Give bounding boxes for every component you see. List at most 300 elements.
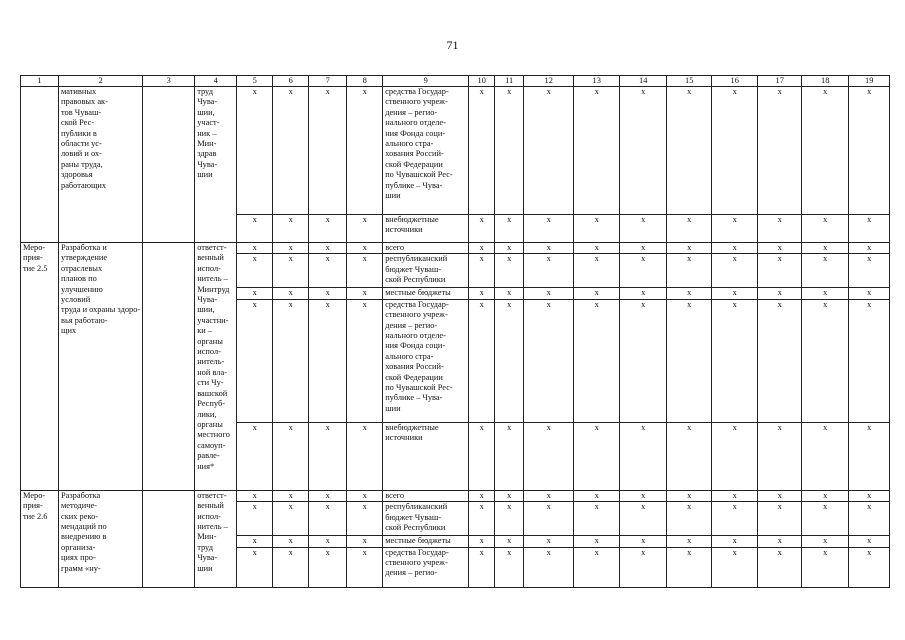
cell-text-line: публике – Чува- xyxy=(385,180,443,190)
cell-text-line: источники xyxy=(385,225,423,235)
cell-text-line: внебюджетные xyxy=(385,422,439,432)
cell-text-line: труд xyxy=(197,87,213,96)
mark-cell-col-17: x xyxy=(758,299,802,422)
mark-cell-col-15: x xyxy=(667,422,712,490)
column-number-11: 11 xyxy=(495,76,524,87)
mark-cell-col-13: x xyxy=(574,536,620,547)
cell-text-line: тие 2.6 xyxy=(23,511,48,521)
cell-text-line: утверждение xyxy=(61,253,108,263)
cell-text-line: испол- xyxy=(197,263,221,273)
mark-cell-col-10: x xyxy=(469,502,495,536)
cell-text-line: прия- xyxy=(23,501,43,511)
mark-cell-col-17: x xyxy=(758,254,802,288)
mark-cell-col-6: x xyxy=(273,254,309,288)
mark-cell-col-16: x xyxy=(712,215,758,243)
mark-cell-col-16: x xyxy=(712,490,758,501)
cell-text-line: грамм «ну- xyxy=(61,563,101,573)
mark-cell-col-8: x xyxy=(347,254,383,288)
mark-cell-col-18: x xyxy=(802,502,849,536)
mark-cell-col-17: x xyxy=(758,422,802,490)
cell-text-line: области ус- xyxy=(61,139,102,149)
cell-text-line: правовых ак- xyxy=(61,97,108,107)
cell-text-line: по Чувашской Рес- xyxy=(385,170,453,180)
column-number-3: 3 xyxy=(143,76,195,87)
mark-cell-col-17: x xyxy=(758,87,802,215)
cell-text-line: испол- xyxy=(197,511,221,521)
cell-text-line: дения – регио- xyxy=(385,568,438,578)
mark-cell-col-10: x xyxy=(469,87,495,215)
mark-cell-col-10: x xyxy=(469,288,495,299)
cell-text-line: Минтруд xyxy=(197,284,230,294)
mark-cell-col-5: x xyxy=(237,490,273,501)
mark-cell-col-6: x xyxy=(273,502,309,536)
cell-text-line: шии xyxy=(197,563,213,573)
mark-cell-col-8: x xyxy=(347,502,383,536)
mark-cell-col-14: x xyxy=(620,243,667,254)
cell-text-line: Чува- xyxy=(197,295,218,305)
mark-cell-col-19: x xyxy=(849,254,890,288)
cell-text-line: шии xyxy=(197,170,213,180)
cell-text-line: ального стра- xyxy=(385,139,434,149)
mark-cell-col-15: x xyxy=(667,215,712,243)
activity-name-cell xyxy=(59,243,143,491)
mark-cell-col-19: x xyxy=(849,243,890,254)
mark-cell-col-19: x xyxy=(849,299,890,422)
page-number: 71 xyxy=(446,38,459,52)
column-number-10: 10 xyxy=(469,76,495,87)
mark-cell-col-14: x xyxy=(620,536,667,547)
cell-text-line: Меро- xyxy=(23,243,46,252)
cell-text-line: Мин- xyxy=(197,139,217,149)
cell-text-line: вья работаю- xyxy=(61,315,108,325)
cell-text-line: тие 2.5 xyxy=(23,263,48,273)
mark-cell-col-14: x xyxy=(620,87,667,215)
mark-cell-col-13: x xyxy=(574,215,620,243)
cell-text-line: нитель- xyxy=(197,357,225,367)
mark-cell-col-19: x xyxy=(849,215,890,243)
mark-cell-col-19: x xyxy=(849,87,890,215)
cell-text-line: органы xyxy=(197,419,223,429)
column-number-18: 18 xyxy=(802,76,849,87)
cell-text-line: мендаций по xyxy=(61,522,107,532)
mark-cell-col-7: x xyxy=(309,215,347,243)
mark-cell-col-7: x xyxy=(309,299,347,422)
mark-cell-col-18: x xyxy=(802,288,849,299)
cell-text-line: внедрению в xyxy=(61,532,107,542)
cell-text-line: Респуб- xyxy=(197,399,226,409)
cell-text-line: Чува- xyxy=(197,553,218,563)
cell-text-line: шии xyxy=(385,403,401,413)
cell-text-line: хования Россий- xyxy=(385,149,444,159)
table-row xyxy=(21,87,890,215)
mark-cell-col-5: x xyxy=(237,299,273,422)
cell-text-line: тов Чуваш- xyxy=(61,107,102,117)
mark-cell-col-12: x xyxy=(524,547,574,587)
funding-source-cell xyxy=(383,547,469,587)
funding-source-cell xyxy=(383,215,469,243)
empty-cell xyxy=(143,243,195,491)
mark-cell-col-10: x xyxy=(469,215,495,243)
activity-number-cell xyxy=(21,87,59,243)
cell-text-line: ответст- xyxy=(197,243,227,252)
mark-cell-col-11: x xyxy=(495,502,524,536)
mark-cell-col-6: x xyxy=(273,299,309,422)
mark-cell-col-14: x xyxy=(620,422,667,490)
mark-cell-col-18: x xyxy=(802,490,849,501)
mark-cell-col-15: x xyxy=(667,254,712,288)
cell-text-line: ния* xyxy=(197,461,215,471)
mark-cell-col-11: x xyxy=(495,288,524,299)
mark-cell-col-16: x xyxy=(712,536,758,547)
mark-cell-col-14: x xyxy=(620,299,667,422)
mark-cell-col-5: x xyxy=(237,87,273,215)
activity-number-cell xyxy=(21,243,59,491)
mark-cell-col-12: x xyxy=(524,422,574,490)
mark-cell-col-6: x xyxy=(273,422,309,490)
cell-text-line: средства Государ- xyxy=(385,547,449,557)
funding-source-cell xyxy=(383,502,469,536)
cell-text-line: ния Фонда соци- xyxy=(385,341,446,351)
activity-number-cell xyxy=(21,490,59,587)
funding-source-cell xyxy=(383,288,469,299)
cell-text-line: циях про- xyxy=(61,553,96,563)
mark-cell-col-6: x xyxy=(273,536,309,547)
responsible-executor-cell xyxy=(195,87,237,243)
cell-text-line: здоровья xyxy=(61,170,93,180)
mark-cell-col-5: x xyxy=(237,288,273,299)
cell-text-line: по Чувашской Рес- xyxy=(385,383,453,393)
mark-cell-col-16: x xyxy=(712,422,758,490)
table-row xyxy=(21,490,890,501)
cell-text-line: ственного учреж- xyxy=(385,558,448,568)
cell-text-line: ственного учреж- xyxy=(385,97,448,107)
cell-text-line: республиканский xyxy=(385,254,448,264)
mark-cell-col-15: x xyxy=(667,87,712,215)
cell-text-line: условий xyxy=(61,295,91,305)
mark-cell-col-6: x xyxy=(273,288,309,299)
mark-cell-col-16: x xyxy=(712,288,758,299)
column-number-9: 9 xyxy=(383,76,469,87)
cell-text-line: труда и охраны здоро- xyxy=(61,305,141,315)
responsible-executor-cell xyxy=(195,490,237,587)
cell-text-line: самоуп- xyxy=(197,440,226,450)
column-number-2: 2 xyxy=(59,76,143,87)
mark-cell-col-17: x xyxy=(758,243,802,254)
mark-cell-col-15: x xyxy=(667,243,712,254)
mark-cell-col-12: x xyxy=(524,288,574,299)
cell-text-line: мативных xyxy=(61,87,97,96)
mark-cell-col-11: x xyxy=(495,254,524,288)
mark-cell-col-8: x xyxy=(347,536,383,547)
mark-cell-col-10: x xyxy=(469,422,495,490)
mark-cell-col-13: x xyxy=(574,243,620,254)
mark-cell-col-15: x xyxy=(667,490,712,501)
mark-cell-col-7: x xyxy=(309,288,347,299)
cell-text-line: дения – регио- xyxy=(385,107,438,117)
mark-cell-col-14: x xyxy=(620,288,667,299)
mark-cell-col-13: x xyxy=(574,87,620,215)
mark-cell-col-6: x xyxy=(273,215,309,243)
cell-text-line: вашской xyxy=(197,388,228,398)
column-number-12: 12 xyxy=(524,76,574,87)
mark-cell-col-5: x xyxy=(237,547,273,587)
activity-name-cell xyxy=(59,490,143,587)
cell-text-line: планов по xyxy=(61,274,97,284)
mark-cell-col-18: x xyxy=(802,243,849,254)
funding-source-cell xyxy=(383,254,469,288)
mark-cell-col-14: x xyxy=(620,254,667,288)
cell-text-line: органы xyxy=(197,336,223,346)
mark-cell-col-16: x xyxy=(712,243,758,254)
mark-cell-col-19: x xyxy=(849,502,890,536)
mark-cell-col-15: x xyxy=(667,288,712,299)
cell-text-line: ской Федерации xyxy=(385,372,443,382)
mark-cell-col-17: x xyxy=(758,547,802,587)
mark-cell-col-5: x xyxy=(237,215,273,243)
cell-text-line: ной вла- xyxy=(197,367,227,377)
funding-source-cell xyxy=(383,243,469,254)
cell-text-line: равле- xyxy=(197,451,220,461)
cell-text-line: нального отделе- xyxy=(385,331,446,341)
mark-cell-col-13: x xyxy=(574,490,620,501)
mark-cell-col-8: x xyxy=(347,87,383,215)
mark-cell-col-17: x xyxy=(758,536,802,547)
cell-text-line: улучшению xyxy=(61,284,103,294)
funding-source-cell xyxy=(383,490,469,501)
mark-cell-col-10: x xyxy=(469,547,495,587)
cell-text-line: всего xyxy=(385,490,405,500)
cell-text-line: Чува- xyxy=(197,97,218,107)
mark-cell-col-17: x xyxy=(758,502,802,536)
cell-text-line: испол- xyxy=(197,347,221,357)
mark-cell-col-12: x xyxy=(524,536,574,547)
mark-cell-col-16: x xyxy=(712,254,758,288)
cell-text-line: труд xyxy=(197,542,213,552)
empty-cell xyxy=(143,87,195,243)
table-row xyxy=(21,243,890,254)
mark-cell-col-6: x xyxy=(273,87,309,215)
mark-cell-col-7: x xyxy=(309,243,347,254)
cell-text-line: местные бюджеты xyxy=(385,288,451,298)
mark-cell-col-15: x xyxy=(667,536,712,547)
mark-cell-col-18: x xyxy=(802,215,849,243)
mark-cell-col-13: x xyxy=(574,299,620,422)
mark-cell-col-17: x xyxy=(758,490,802,501)
mark-cell-col-11: x xyxy=(495,422,524,490)
cell-text-line: раны труда, xyxy=(61,159,103,169)
mark-cell-col-7: x xyxy=(309,547,347,587)
mark-cell-col-5: x xyxy=(237,243,273,254)
cell-text-line: участ- xyxy=(197,118,220,128)
mark-cell-col-10: x xyxy=(469,490,495,501)
cell-text-line: щих xyxy=(61,326,77,336)
cell-text-line: средства Государ- xyxy=(385,87,449,96)
cell-text-line: работающих xyxy=(61,180,107,190)
mark-cell-col-13: x xyxy=(574,254,620,288)
cell-text-line: Меро- xyxy=(23,490,46,500)
mark-cell-col-17: x xyxy=(758,288,802,299)
mark-cell-col-5: x xyxy=(237,422,273,490)
mark-cell-col-18: x xyxy=(802,87,849,215)
mark-cell-col-14: x xyxy=(620,502,667,536)
cell-text-line: Чува- xyxy=(197,159,218,169)
mark-cell-col-19: x xyxy=(849,536,890,547)
mark-cell-col-10: x xyxy=(469,243,495,254)
column-number-17: 17 xyxy=(758,76,802,87)
column-number-8: 8 xyxy=(347,76,383,87)
cell-text-line: здрав xyxy=(197,149,217,159)
empty-cell xyxy=(143,490,195,587)
cell-text-line: источники xyxy=(385,433,423,443)
funding-source-cell xyxy=(383,422,469,490)
cell-text-line: шии, xyxy=(197,107,215,117)
mark-cell-col-18: x xyxy=(802,547,849,587)
mark-cell-col-15: x xyxy=(667,299,712,422)
mark-cell-col-13: x xyxy=(574,547,620,587)
mark-cell-col-14: x xyxy=(620,547,667,587)
cell-text-line: бюджет Чуваш- xyxy=(385,264,442,274)
mark-cell-col-13: x xyxy=(574,288,620,299)
cell-text-line: публике – Чува- xyxy=(385,393,443,403)
mark-cell-col-8: x xyxy=(347,243,383,254)
cell-text-line: организа- xyxy=(61,542,96,552)
cell-text-line: лики, xyxy=(197,409,217,419)
cell-text-line: шии xyxy=(385,191,401,201)
mark-cell-col-10: x xyxy=(469,536,495,547)
cell-text-line: нитель – xyxy=(197,522,228,532)
cell-text-line: нального отделе- xyxy=(385,118,446,128)
mark-cell-col-12: x xyxy=(524,243,574,254)
cell-text-line: хования Россий- xyxy=(385,362,444,372)
cell-text-line: средства Государ- xyxy=(385,299,449,309)
column-number-14: 14 xyxy=(620,76,667,87)
mark-cell-col-18: x xyxy=(802,254,849,288)
mark-cell-col-11: x xyxy=(495,215,524,243)
cell-text-line: ки – xyxy=(197,326,213,336)
cell-text-line: внебюджетные xyxy=(385,215,439,224)
mark-cell-col-15: x xyxy=(667,502,712,536)
mark-cell-col-12: x xyxy=(524,502,574,536)
column-number-16: 16 xyxy=(712,76,758,87)
mark-cell-col-8: x xyxy=(347,422,383,490)
cell-text-line: ответст- xyxy=(197,490,227,500)
cell-text-line: шии, xyxy=(197,305,215,315)
cell-text-line: ских реко- xyxy=(61,511,99,521)
mark-cell-col-11: x xyxy=(495,299,524,422)
mark-cell-col-7: x xyxy=(309,490,347,501)
mark-cell-col-11: x xyxy=(495,490,524,501)
activity-name-cell xyxy=(59,87,143,243)
mark-cell-col-7: x xyxy=(309,87,347,215)
header-row xyxy=(21,76,890,87)
cell-text-line: публики в xyxy=(61,128,97,138)
cell-text-line: ния Фонда соци- xyxy=(385,128,446,138)
mark-cell-col-8: x xyxy=(347,299,383,422)
cell-text-line: ской Федерации xyxy=(385,159,443,169)
mark-cell-col-12: x xyxy=(524,490,574,501)
mark-cell-col-18: x xyxy=(802,422,849,490)
mark-cell-col-7: x xyxy=(309,254,347,288)
mark-cell-col-13: x xyxy=(574,422,620,490)
mark-cell-col-12: x xyxy=(524,299,574,422)
mark-cell-col-13: x xyxy=(574,502,620,536)
mark-cell-col-11: x xyxy=(495,547,524,587)
column-number-13: 13 xyxy=(574,76,620,87)
mark-cell-col-14: x xyxy=(620,215,667,243)
mark-cell-col-10: x xyxy=(469,254,495,288)
column-number-7: 7 xyxy=(309,76,347,87)
mark-cell-col-11: x xyxy=(495,243,524,254)
cell-text-line: ловий и ох- xyxy=(61,149,102,159)
column-number-1: 1 xyxy=(21,76,59,87)
mark-cell-col-10: x xyxy=(469,299,495,422)
responsible-executor-cell xyxy=(195,243,237,491)
mark-cell-col-5: x xyxy=(237,254,273,288)
mark-cell-col-19: x xyxy=(849,547,890,587)
cell-text-line: ской Республики xyxy=(385,523,446,533)
mark-cell-col-6: x xyxy=(273,547,309,587)
cell-text-line: ской Рес- xyxy=(61,118,95,128)
cell-text-line: ственного учреж- xyxy=(385,310,448,320)
mark-cell-col-7: x xyxy=(309,536,347,547)
column-number-6: 6 xyxy=(273,76,309,87)
cell-text-line: ник – xyxy=(197,128,217,138)
mark-cell-col-8: x xyxy=(347,490,383,501)
cell-text-line: всего xyxy=(385,243,405,252)
mark-cell-col-19: x xyxy=(849,490,890,501)
mark-cell-col-15: x xyxy=(667,547,712,587)
mark-cell-col-16: x xyxy=(712,299,758,422)
cell-text-line: Разработка xyxy=(61,490,101,500)
mark-cell-col-19: x xyxy=(849,288,890,299)
cell-text-line: прия- xyxy=(23,253,43,263)
mark-cell-col-18: x xyxy=(802,299,849,422)
mark-cell-col-7: x xyxy=(309,502,347,536)
mark-cell-col-8: x xyxy=(347,547,383,587)
mark-cell-col-11: x xyxy=(495,536,524,547)
mark-cell-col-12: x xyxy=(524,254,574,288)
cell-text-line: венный xyxy=(197,253,224,263)
cell-text-line: бюджет Чуваш- xyxy=(385,512,442,522)
cell-text-line: ального стра- xyxy=(385,351,434,361)
cell-text-line: участни- xyxy=(197,315,229,325)
cell-text-line: отраслевых xyxy=(61,263,103,273)
mark-cell-col-12: x xyxy=(524,87,574,215)
cell-text-line: Мин- xyxy=(197,532,217,542)
column-number-19: 19 xyxy=(849,76,890,87)
program-activities-table xyxy=(20,75,890,588)
mark-cell-col-6: x xyxy=(273,490,309,501)
mark-cell-col-8: x xyxy=(347,215,383,243)
cell-text-line: сти Чу- xyxy=(197,378,224,388)
mark-cell-col-8: x xyxy=(347,288,383,299)
column-number-5: 5 xyxy=(237,76,273,87)
mark-cell-col-16: x xyxy=(712,87,758,215)
mark-cell-col-12: x xyxy=(524,215,574,243)
column-number-4: 4 xyxy=(195,76,237,87)
cell-text-line: республиканский xyxy=(385,502,448,512)
mark-cell-col-16: x xyxy=(712,502,758,536)
funding-source-cell xyxy=(383,87,469,215)
mark-cell-col-16: x xyxy=(712,547,758,587)
cell-text-line: нитель – xyxy=(197,274,228,284)
mark-cell-col-6: x xyxy=(273,243,309,254)
mark-cell-col-5: x xyxy=(237,502,273,536)
mark-cell-col-19: x xyxy=(849,422,890,490)
mark-cell-col-14: x xyxy=(620,490,667,501)
mark-cell-col-18: x xyxy=(802,536,849,547)
cell-text-line: ской Республики xyxy=(385,275,446,285)
